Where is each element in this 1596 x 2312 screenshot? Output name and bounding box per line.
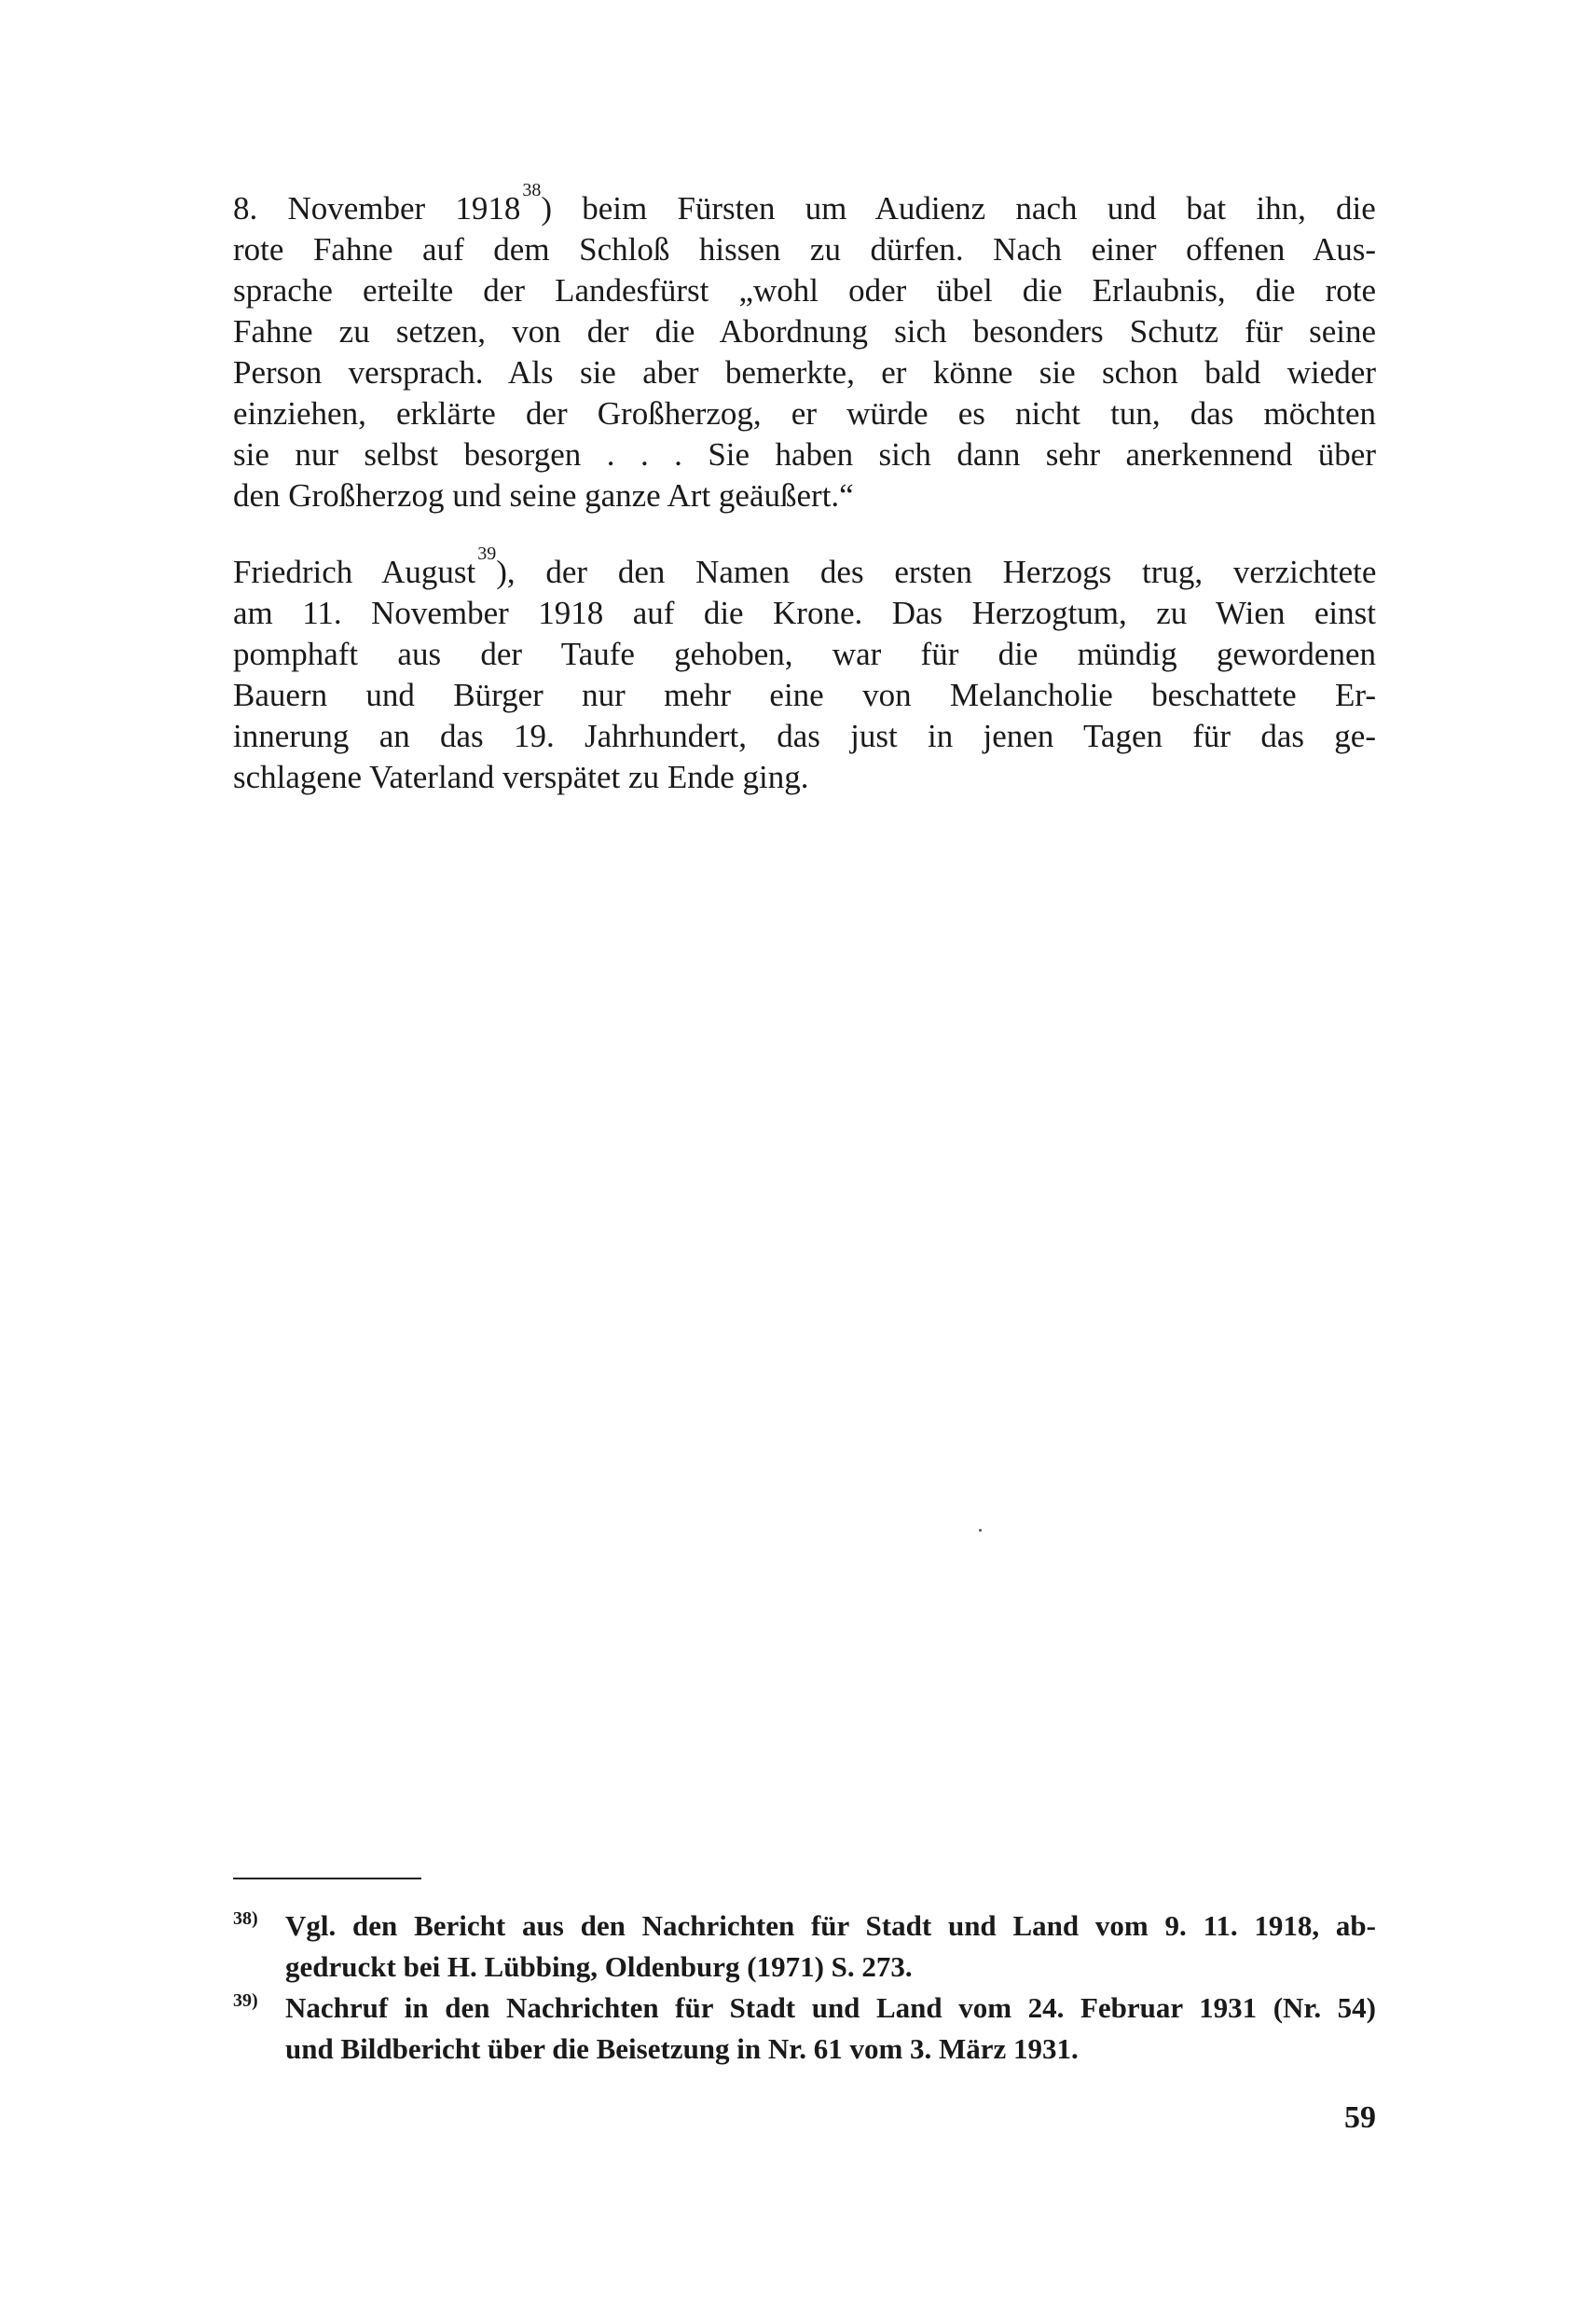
paragraph-line: innerung an das 19. Jahrhundert, das just in jenen Tagen für das ge- [233,718,1376,754]
paragraph-line: sie nur selbst besorgen . . . Sie haben sich dann sehr anerkennend über [233,436,1376,473]
paragraph-line: pomphaft aus der Taufe gehoben, war für die mündig gewordenen [233,636,1376,672]
paragraph-line: rote Fahne auf dem Schloß hissen zu dürfen. Nach einer offenen Aus- [233,231,1376,268]
footnote-line: und Bildbericht über die Beisetzung in Nr. 61 vom 3. März 1931. [285,2032,1079,2065]
footnote-line: Nachruf in den Nachrichten für Stadt und Land vom 24. Februar 1931 (Nr. 54) [285,1991,1376,2024]
paragraph-line: sprache erteilte der Landesfürst „wohl oder übel die Erlaubnis, die rote [233,272,1376,309]
paragraph-line: Friedrich August $^{39}$), der den Namen des ersten Herzogs trug, verzichtete [233,544,1377,590]
paragraph-1 [233,180,1376,516]
footnote-38 [233,1906,1376,1988]
paragraph-line: am 11. November 1918 auf die Krone. Das Herzogtum, zu Wien einst [233,595,1376,631]
paragraph-line: Bauern und Bürger nur mehr eine von Melancholie beschattete Er- [233,677,1376,713]
footnotes [233,1906,1376,2070]
page-number: 59 [1344,2100,1376,2135]
scan-speck [979,1529,982,1532]
footnote-marker: 38) [233,1908,258,1929]
footnote-line: gedruckt bei H. Lübbing, Oldenburg (1971) S. 273. [285,1950,913,1983]
paragraph-line: Person versprach. Als sie aber bemerkte, er könne sie schon bald wieder [233,354,1376,391]
paragraph-line: den Großherzog und seine ganze Art geäußert.“ [233,477,854,514]
footnote-line: Vgl. den Bericht aus den Nachrichten für Stadt und Land vom 9. 11. 1918, ab- [285,1909,1376,1942]
paragraph-line: Fahne zu setzen, von der die Abordnung sich besonders Schutz für seine [233,313,1376,350]
footnote-39 [233,1988,1376,2070]
footnote-separator [233,1878,421,1879]
paragraph-line: 8. November 1918 $^{38}$) beim Fürsten um Audienz nach und bat ihn, die [233,180,1376,227]
footnote-marker: 39) [233,1990,258,2011]
footnote-reference-39[interactable]: 39 [477,544,497,565]
paragraph-2 [233,544,1377,798]
paragraph-line: schlagene Vaterland verspätet zu Ende ging. [233,759,809,795]
paragraph-line: einziehen, erklärte der Großherzog, er würde es nicht tun, das möchten [233,395,1376,432]
footnote-reference-38[interactable]: 38 [522,180,542,201]
